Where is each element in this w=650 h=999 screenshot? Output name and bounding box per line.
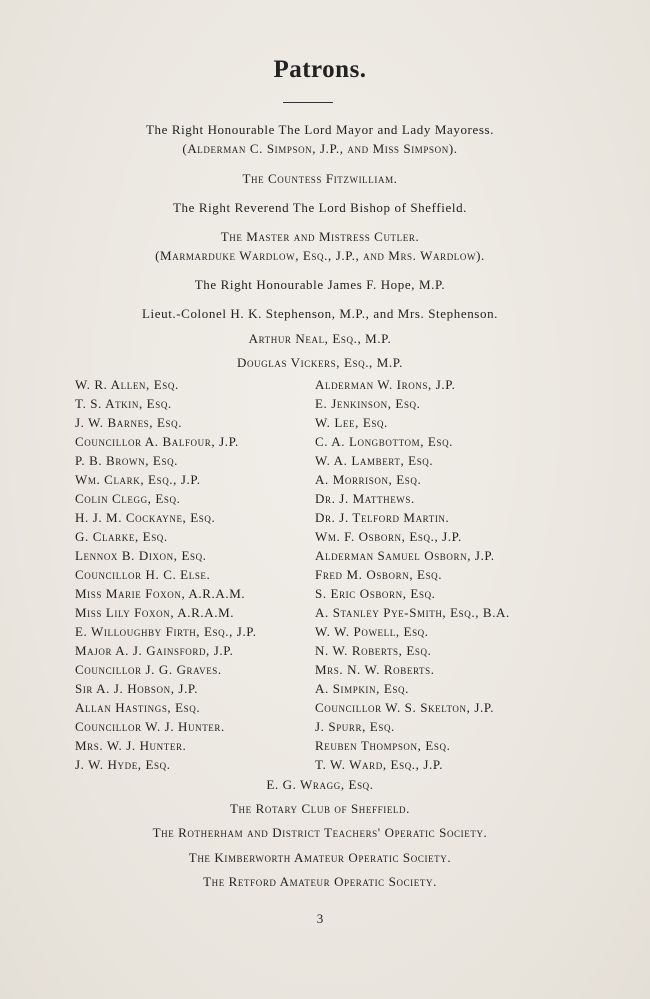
list-item: E. Willoughby Firth, Esq., J.P.	[75, 624, 257, 639]
page-number: 3	[316, 911, 324, 926]
list-item: A. Stanley Pye-Smith, Esq., B.A.	[315, 605, 510, 620]
list-item: J. Spurr, Esq.	[315, 719, 395, 734]
patron-line-countess: The Countess Fitzwilliam.	[242, 171, 398, 186]
list-item: G. Clarke, Esq.	[75, 529, 168, 544]
list-item: Miss Marie Foxon, A.R.A.M.	[75, 586, 246, 601]
list-item: Major A. J. Gainsford, J.P.	[75, 643, 234, 658]
list-item: Councillor H. C. Else.	[75, 567, 211, 582]
patron-line-hope: The Right Honourable James F. Hope, M.P.	[194, 277, 446, 292]
patron-line-kimberworth-society: The Kimberworth Amateur Operatic Society.	[188, 850, 452, 865]
page-title: Patrons.	[273, 56, 367, 83]
patron-line-vickers: Douglas Vickers, Esq., M.P.	[236, 355, 404, 370]
list-item: N. W. Roberts, Esq.	[315, 643, 432, 658]
list-item: P. B. Brown, Esq.	[75, 453, 179, 468]
patron-line-bishop: The Right Reverend The Lord Bishop of Sheffield.	[172, 200, 468, 215]
list-item: J. W. Barnes, Esq.	[75, 415, 183, 430]
list-item: E. Jenkinson, Esq.	[315, 396, 421, 411]
patron-line-rotherham-society: The Rotherham and District Teachers' Operatic Society.	[152, 825, 488, 840]
list-item: A. Morrison, Esq.	[315, 472, 422, 487]
list-item: J. W. Hyde, Esq.	[75, 757, 171, 772]
list-item: W. Lee, Esq.	[315, 415, 388, 430]
patron-line-retford-society: The Retford Amateur Operatic Society.	[203, 874, 437, 889]
list-item: Dr. J. Matthews.	[315, 491, 415, 506]
list-item: W. W. Powell, Esq.	[315, 624, 429, 639]
list-item: Allan Hastings, Esq.	[75, 700, 201, 715]
list-item: S. Eric Osborn, Esq.	[315, 586, 436, 601]
list-item: C. A. Longbottom, Esq.	[315, 434, 454, 449]
list-item: Councillor W. S. Skelton, J.P.	[315, 700, 495, 715]
list-item: T. S. Atkin, Esq.	[75, 396, 172, 411]
list-item: Mrs. W. J. Hunter.	[75, 738, 187, 753]
list-item: Alderman Samuel Osborn, J.P.	[315, 548, 495, 563]
list-item: H. J. M. Cockayne, Esq.	[75, 510, 216, 525]
patron-list-left	[75, 375, 257, 774]
list-item: Lennox B. Dixon, Esq.	[75, 548, 207, 563]
list-item: Councillor J. G. Graves.	[75, 662, 222, 677]
patron-line-neal: Arthur Neal, Esq., M.P.	[248, 331, 392, 346]
list-item: W. R. Allen, Esq.	[75, 377, 179, 392]
list-item: Councillor A. Balfour, J.P.	[75, 434, 239, 449]
patron-line-lord-mayor-detail: (Alderman C. Simpson, J.P., and Miss Simpson).	[182, 141, 458, 156]
list-item: Mrs. N. W. Roberts.	[315, 662, 435, 677]
list-item: Councillor W. J. Hunter.	[75, 719, 225, 734]
patron-line-lord-mayor: The Right Honourable The Lord Mayor and Lady Mayoress.	[145, 122, 495, 137]
list-item: A. Simpkin, Esq.	[315, 681, 409, 696]
patron-line-stephenson: Lieut.-Colonel H. K. Stephenson, M.P., and Mrs. Stephenson.	[141, 306, 499, 321]
patron-line-wragg: E. G. Wragg, Esq.	[266, 777, 374, 792]
patron-list-right	[315, 375, 510, 774]
list-item: Alderman W. Irons, J.P.	[315, 377, 456, 392]
list-item: Wm. Clark, Esq., J.P.	[75, 472, 201, 487]
list-item: Dr. J. Telford Martin.	[315, 510, 450, 525]
list-item: Colin Clegg, Esq.	[75, 491, 181, 506]
patron-line-master-cutler: The Master and Mistress Cutler.	[220, 229, 420, 244]
list-item: Fred M. Osborn, Esq.	[315, 567, 443, 582]
title-rule	[283, 102, 333, 103]
list-item: Reuben Thompson, Esq.	[315, 738, 451, 753]
patron-line-master-cutler-detail: (Marmarduke Wardlow, Esq., J.P., and Mrs. Wardlow).	[155, 248, 485, 263]
list-item: W. A. Lambert, Esq.	[315, 453, 434, 468]
list-item: T. W. Ward, Esq., J.P.	[315, 757, 444, 772]
list-item: Miss Lily Foxon, A.R.A.M.	[75, 605, 235, 620]
list-item: Sir A. J. Hobson, J.P.	[75, 681, 199, 696]
patron-line-rotary-club: The Rotary Club of Sheffield.	[230, 801, 410, 816]
list-item: Wm. F. Osborn, Esq., J.P.	[315, 529, 462, 544]
